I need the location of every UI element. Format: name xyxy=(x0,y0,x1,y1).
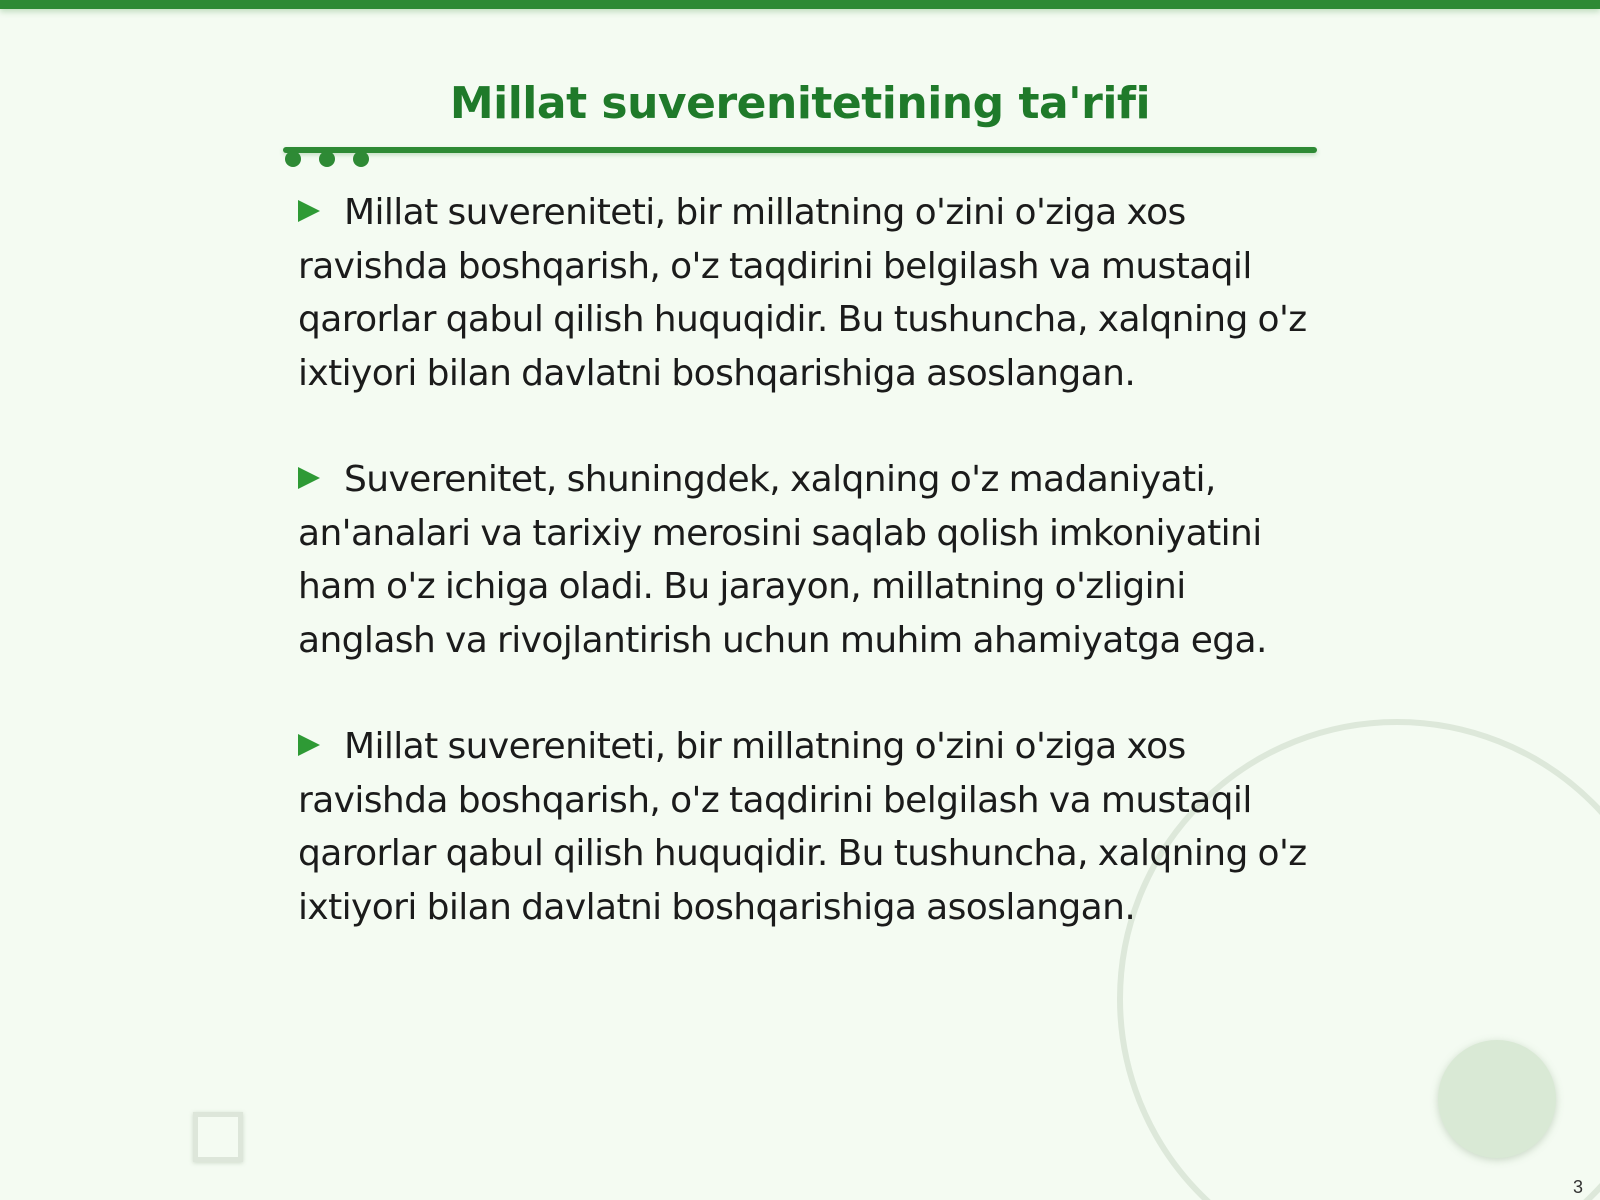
top-accent-bar xyxy=(0,0,1600,9)
triangle-right-icon xyxy=(298,734,320,756)
list-item-text: Millat suvereniteti, bir millatning o'zini o'ziga xos ravishda boshqarish, o'z taqdirini belgilash va mustaqil qarorlar qabul qilish huquqidir. Bu tushuncha, xalqning o'z ixtiyori bilan davlatni boshqarishiga asoslangan. xyxy=(298,192,1307,394)
title-underline xyxy=(283,147,1317,153)
decorative-circle xyxy=(1438,1040,1556,1158)
list-item xyxy=(298,453,1308,667)
decorative-dot xyxy=(319,151,335,167)
triangle-right-icon xyxy=(298,200,320,222)
list-item-text: Millat suvereniteti, bir millatning o'zini o'ziga xos ravishda boshqarish, o'z taqdirini belgilash va mustaqil qarorlar qabul qilish huquqidir. Bu tushuncha, xalqning o'z ixtiyori bilan davlatni boshqarishiga asoslangan. xyxy=(298,726,1307,928)
decorative-square xyxy=(193,1112,243,1162)
list-item xyxy=(298,720,1308,934)
list-item xyxy=(298,186,1308,400)
page-number: 3 xyxy=(1572,1177,1583,1197)
decorative-dot xyxy=(353,151,369,167)
triangle-right-icon xyxy=(298,467,320,489)
slide-title: Millat suverenitetining ta'rifi xyxy=(449,78,1151,129)
list-item-text: Suverenitet, shuningdek, xalqning o'z madaniyati, an'analari va tarixiy merosini saqlab qolish imkoniyatini ham o'z ichiga oladi. Bu jarayon, millatning o'zligini anglash va rivojlantirish uchun muhim ahamiyatga ega. xyxy=(298,459,1267,661)
bullet-list xyxy=(298,186,1308,987)
decorative-dot xyxy=(285,151,301,167)
